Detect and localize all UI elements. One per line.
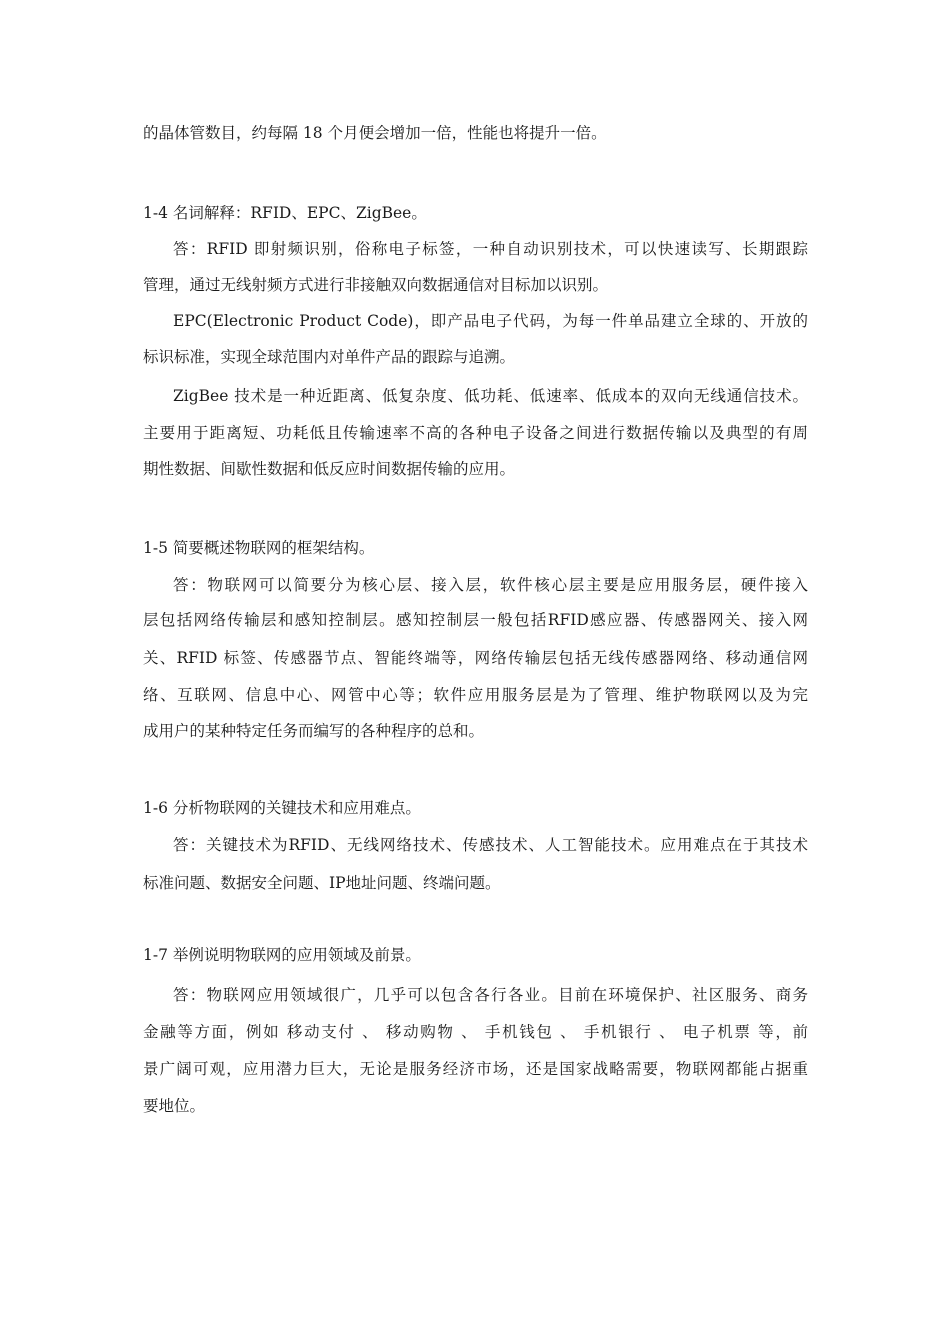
question-heading-1-6: 1-6 分析物联网的关键技术和应用难点。 [143,799,421,817]
paragraph-line: 层包括网络传输层和感知控制层。感知控制层一般包括RFID感应器、传感器网关、接入网 [143,611,808,629]
paragraph-line: 关、RFID 标签、传感器节点、智能终端等，网络传输层包括无线传感器网络、移动通信网 [143,649,808,667]
paragraph-line: 期性数据、间歇性数据和低反应时间数据传输的应用。 [143,460,516,478]
paragraph-line: 答：物联网应用领域很广，几乎可以包含各行各业。目前在环境保护、社区服务、商务 [173,986,808,1004]
paragraph-line: 答：物联网可以简要分为核心层、接入层，软件核心层主要是应用服务层，硬件接入 [173,576,808,594]
question-heading-1-7: 1-7 举例说明物联网的应用领域及前景。 [143,946,421,964]
paragraph-line: EPC(Electronic Product Code)，即产品电子代码，为每一件单品建立全球的、开放的 [173,312,808,330]
paragraph-line: ZigBee 技术是一种近距离、低复杂度、低功耗、低速率、低成本的双向无线通信技术。 [173,387,808,405]
paragraph-line: 答：RFID 即射频识别，俗称电子标签，一种自动识别技术，可以快速读写、长期跟踪 [173,240,808,258]
paragraph-line: 成用户的某种特定任务而编写的各种程序的总和。 [143,722,485,740]
paragraph-line: 景广阔可观，应用潜力巨大，无论是服务经济市场，还是国家战略需要，物联网都能占据重 [143,1060,808,1078]
question-heading-1-5: 1-5 简要概述物联网的框架结构。 [143,539,375,557]
paragraph-line: 标准问题、数据安全问题、IP地址问题、终端问题。 [143,874,501,892]
paragraph-line: 标识标准，实现全球范围内对单件产品的跟踪与追溯。 [143,348,516,366]
paragraph-line: 答：关键技术为RFID、无线网络技术、传感技术、人工智能技术。应用难点在于其技术 [173,836,808,854]
paragraph-line: 的晶体管数目，约每隔 18 个月便会增加一倍，性能也将提升一倍。 [143,124,607,142]
question-heading-1-4: 1-4 名词解释：RFID、EPC、ZigBee。 [143,204,427,222]
paragraph-line: 络、互联网、信息中心、网管中心等；软件应用服务层是为了管理、维护物联网以及为完 [143,686,808,704]
paragraph-line: 管理，通过无线射频方式进行非接触双向数据通信对目标加以识别。 [143,276,609,294]
paragraph-line: 金融等方面，例如 移动支付 、 移动购物 、 手机钱包 、 手机银行 、 电子机票 等，前 [143,1023,808,1041]
paragraph-line: 主要用于距离短、功耗低且传输速率不高的各种电子设备之间进行数据传输以及典型的有周 [143,424,808,442]
paragraph-line: 要地位。 [143,1097,206,1115]
